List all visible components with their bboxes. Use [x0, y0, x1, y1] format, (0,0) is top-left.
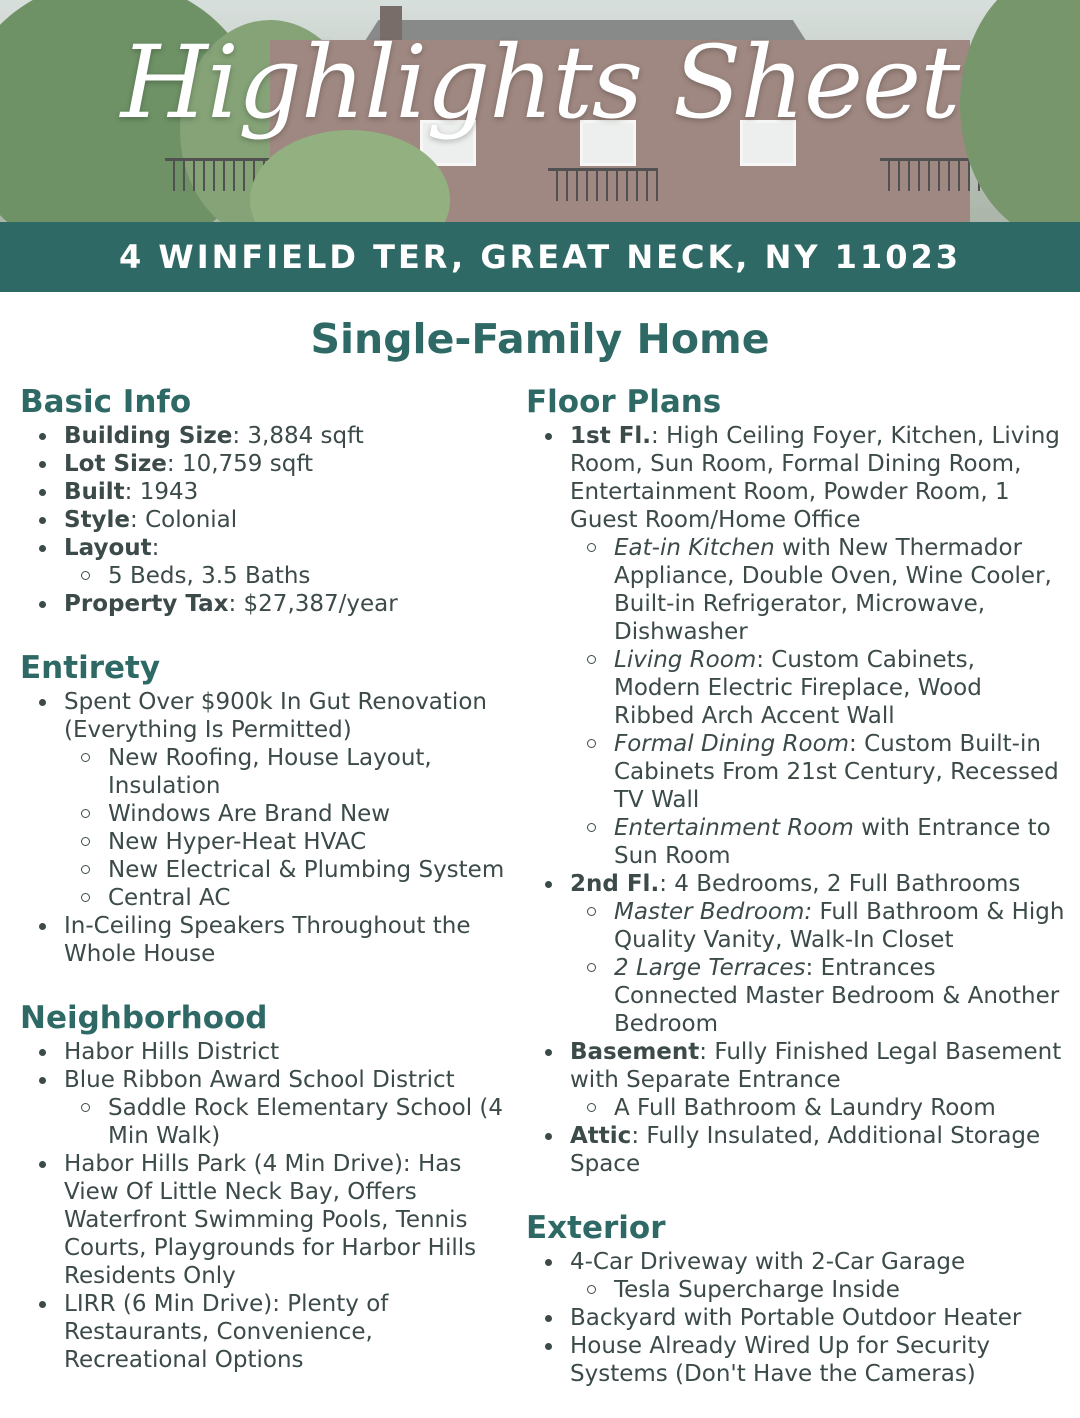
item-label: 2 Large Terraces [614, 955, 806, 981]
item-value: : 4 Bedrooms, 2 Full Bathrooms [659, 871, 1021, 897]
sub-list-item: New Roofing, House Layout, Insulation [64, 744, 520, 800]
sub-list-item: New Electrical & Plumbing System [64, 856, 520, 884]
floor-plans-section [526, 382, 1066, 1178]
item-value: : Entrances Connected Master Bedroom & Another Bedroom [614, 955, 1060, 1037]
left-column [20, 382, 520, 1404]
list-item [526, 870, 1066, 1038]
address-banner: 4 WINFIELD TER, GREAT NECK, NY 11023 [0, 222, 1080, 292]
item-label: Formal Dining Room [614, 731, 850, 757]
sub-list-item: Tesla Supercharge Inside [570, 1276, 1066, 1304]
sub-list-item: A Full Bathroom & Laundry Room [570, 1094, 1066, 1122]
section-heading: Floor Plans [526, 384, 722, 420]
sub-list-item: 5 Beds, 3.5 Baths [64, 562, 520, 590]
list-item [20, 450, 520, 478]
item-value: : Fully Insulated, Additional Storage Space [570, 1123, 1041, 1177]
item-label: Master Bedroom: [614, 899, 813, 925]
sub-list-item: New Hyper-Heat HVAC [64, 828, 520, 856]
item-value: : 1943 [124, 479, 199, 505]
list-item: Backyard with Portable Outdoor Heater [526, 1304, 1066, 1332]
item-value: : 10,759 sqft [166, 451, 314, 477]
list-item: 4-Car Driveway with 2-Car Garage Tesla Supercharge Inside [526, 1248, 1066, 1304]
list-item: Blue Ribbon Award School District Saddle Rock Elementary School (4 Min Walk) [20, 1066, 520, 1150]
item-label: Layout [64, 535, 152, 561]
exterior-section [526, 1208, 1066, 1388]
item-value: : Colonial [130, 507, 238, 533]
list-item [526, 1122, 1066, 1178]
sub-list-item [570, 646, 1066, 730]
list-item: LIRR (6 Min Drive): Plenty of Restaurants, Convenience, Recreational Options [20, 1290, 520, 1374]
sub-list-item: Central AC [64, 884, 520, 912]
section-heading: Exterior [526, 1210, 666, 1246]
item-label: Property Tax [64, 591, 229, 617]
item-value: with New Thermador Appliance, Double Oven, Wine Cooler, Built-in Refrigerator, Microwave, Dishwasher [614, 535, 1052, 645]
item-label: Basement [570, 1039, 700, 1065]
item-label: Entertainment Room [614, 815, 854, 841]
list-item [20, 478, 520, 506]
item-value: : Fully Finished Legal Basement with Separate Entrance [570, 1039, 1062, 1093]
list-item: Habor Hills Park (4 Min Drive): Has View Of Little Neck Bay, Offers Waterfront Swimming Pools, Tennis Courts, Playgrounds for Harbor Hills Residents Only [20, 1150, 520, 1290]
item-value: : [151, 535, 160, 561]
sub-list-item [570, 814, 1066, 870]
hero-banner [0, 0, 1080, 222]
sub-list-item: Windows Are Brand New [64, 800, 520, 828]
list-item: In-Ceiling Speakers Throughout the Whole House [20, 912, 520, 968]
list-item [526, 1038, 1066, 1122]
right-column [526, 382, 1066, 1418]
neighborhood-section [20, 998, 520, 1374]
item-label: Style [64, 507, 131, 533]
item-label: Built [64, 479, 125, 505]
section-heading: Neighborhood [20, 1000, 268, 1036]
list-item [20, 534, 520, 590]
item-label: Eat-in Kitchen [614, 535, 775, 561]
sub-list-item [570, 534, 1066, 646]
sub-list-item: Saddle Rock Elementary School (4 Min Walk) [64, 1094, 520, 1150]
item-value: Full Bathroom & High Quality Vanity, Walk-In Closet [614, 899, 1065, 953]
item-value: : 3,884 sqft [232, 423, 364, 449]
sub-list-item [570, 898, 1066, 954]
sub-list-item [570, 730, 1066, 814]
list-item: Habor Hills District [20, 1038, 520, 1066]
section-heading: Entirety [20, 650, 161, 686]
list-item: House Already Wired Up for Security Systems (Don't Have the Cameras) [526, 1332, 1066, 1388]
list-item [20, 506, 520, 534]
highlights-sheet-title: Highlights Sheet [120, 24, 960, 141]
entirety-section [20, 648, 520, 968]
list-item [20, 422, 520, 450]
basic-info-section [20, 382, 520, 618]
sub-list-item [570, 954, 1066, 1038]
property-type-title: Single-Family Home [310, 315, 770, 363]
item-label: Living Room [614, 647, 757, 673]
item-label: Building Size [64, 423, 233, 449]
item-value: : $27,387/year [228, 591, 398, 617]
list-item [20, 590, 520, 618]
item-value: : Custom Cabinets, Modern Electric Fireplace, Wood Ribbed Arch Accent Wall [614, 647, 982, 729]
list-item: Spent Over $900k In Gut Renovation (Everything Is Permitted) New Roofing, House Layout, Insulation Windows Are Brand New New Hyper-Heat HVAC New Electrical & Plumbing System Central AC [20, 688, 520, 912]
item-label: 1st Fl. [570, 423, 652, 449]
item-label: Lot Size [64, 451, 167, 477]
item-value: : High Ceiling Foyer, Kitchen, Living Room, Sun Room, Formal Dining Room, Entertainment Room, Powder Room, 1 Guest Room/Home Office [570, 423, 1060, 533]
item-value: with Entrance to Sun Room [614, 815, 1051, 869]
item-value: : Custom Built-in Cabinets From 21st Century, Recessed TV Wall [614, 731, 1059, 813]
item-label: 2nd Fl. [570, 871, 660, 897]
section-heading: Basic Info [20, 384, 192, 420]
list-item [526, 422, 1066, 870]
item-label: Attic [570, 1123, 632, 1149]
